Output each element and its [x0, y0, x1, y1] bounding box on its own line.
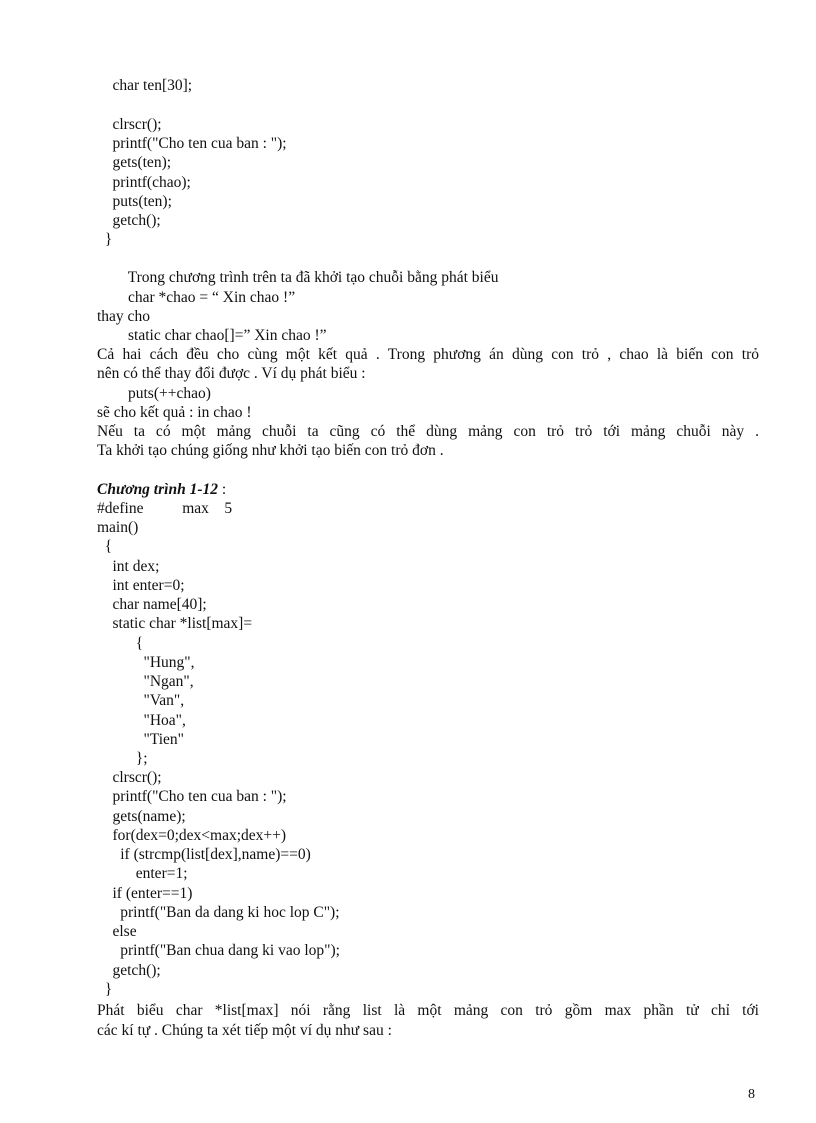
code-line: #define max 5	[97, 500, 233, 517]
code-line: "Van",	[97, 692, 185, 709]
code-line: static char *list[max]=	[97, 615, 253, 632]
code-line: printf("Ban da dang ki hoc lop C");	[97, 904, 340, 921]
code-line: {	[97, 635, 144, 652]
code-line: int dex;	[97, 558, 160, 575]
code-line: };	[97, 750, 148, 767]
prose-line: sẽ cho kết quả : in chao !	[97, 404, 252, 421]
code-line: for(dex=0;dex<max;dex++)	[97, 827, 287, 844]
code-line: printf(chao);	[97, 174, 191, 191]
code-line: enter=1;	[97, 865, 188, 882]
code-line: else	[97, 923, 137, 940]
prose-line: thay cho	[97, 308, 150, 325]
prose-line: nên có thể thay đổi được . Ví dụ phát biểu :	[97, 365, 366, 382]
code-line: main()	[97, 519, 139, 536]
code-line: char ten[30];	[97, 77, 193, 94]
code-line: char name[40];	[97, 596, 207, 613]
prose-line: char *chao = “ Xin chao !”	[97, 289, 296, 306]
code-line: "Hoa",	[97, 712, 186, 729]
code-line: getch();	[97, 962, 161, 979]
code-line: clrscr();	[97, 116, 162, 133]
code-line: gets(ten);	[97, 154, 172, 171]
code-line: printf("Ban chua dang ki vao lop");	[97, 942, 340, 959]
paragraph-line: Cả hai cách đều cho cùng một kết quả . Trong phương án dùng con trỏ , chao là biến con trỏ	[97, 346, 759, 363]
paragraph-line: Phát biểu char *list[max] nói rằng list là một mảng con trỏ gồm max phần tử chỉ tới	[97, 1002, 759, 1019]
code-line: puts(ten);	[97, 193, 172, 210]
code-line: "Hung",	[97, 654, 195, 671]
program-heading-title: Chương trình 1-12	[97, 481, 218, 498]
code-line: clrscr();	[97, 769, 162, 786]
page-number: 8	[748, 1087, 755, 1102]
code-line: if (strcmp(list[dex],name)==0)	[97, 846, 311, 863]
code-line: {	[97, 538, 113, 555]
code-line: "Tien"	[97, 731, 185, 748]
prose-line: static char chao[]=” Xin chao !”	[97, 327, 327, 344]
code-line: if (enter==1)	[97, 885, 193, 902]
program-heading-colon: :	[217, 481, 227, 498]
program-heading	[97, 480, 226, 499]
prose-line: các kí tự . Chúng ta xét tiếp một ví dụ như sau :	[97, 1022, 392, 1039]
code-line: gets(name);	[97, 808, 186, 825]
code-line: getch();	[97, 212, 161, 229]
code-line: printf("Cho ten cua ban : ");	[97, 135, 287, 152]
code-line: printf("Cho ten cua ban : ");	[97, 788, 287, 805]
prose-line: Trong chương trình trên ta đã khởi tạo chuỗi bằng phát biểu	[97, 269, 499, 286]
paragraph-line: Nếu ta có một mảng chuỗi ta cũng có thể dùng mảng con trỏ trỏ tới mảng chuỗi này .	[97, 423, 759, 440]
code-line: int enter=0;	[97, 577, 185, 594]
code-line: "Ngan",	[97, 673, 194, 690]
code-line: }	[97, 981, 113, 998]
code-line: }	[97, 231, 113, 248]
prose-line: puts(++chao)	[97, 385, 211, 402]
prose-line: Ta khởi tạo chúng giống như khởi tạo biến con trỏ đơn .	[97, 442, 444, 459]
